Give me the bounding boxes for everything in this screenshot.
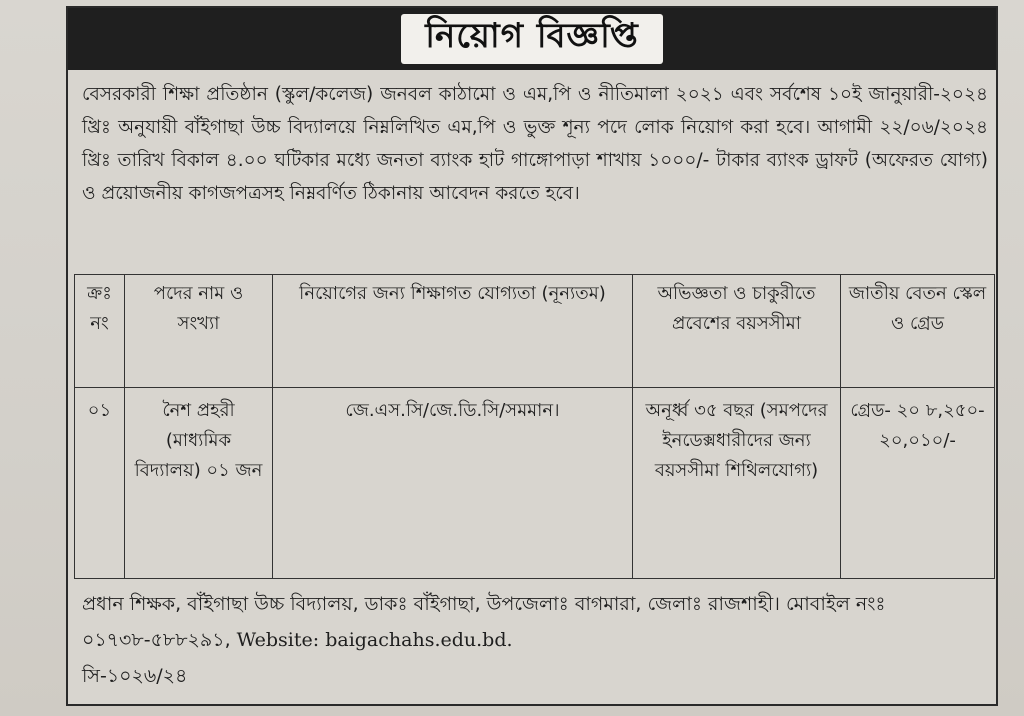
table-row [75, 388, 995, 579]
table-header-row [75, 275, 995, 388]
cell-experience: অনূর্ধ্ব ৩৫ বছর (সমপদের ইনডেক্সধারীদের জন্য বয়সসীমা শিথিলযোগ্য) [633, 388, 841, 579]
notice-title: নিয়োগ বিজ্ঞপ্তি [425, 15, 639, 56]
intro-paragraph: বেসরকারী শিক্ষা প্রতিষ্ঠান (স্কুল/কলেজ) জনবল কাঠামো ও এম,পি ও নীতিমালা ২০২১ এবং সর্বশেষ ১০ই জানুয়ারী-২০২৪ খ্রিঃ অনুযায়ী বাঁইগাছা উচ্চ বিদ্যালয়ে নিম্নলিখিত এম,পি ও ভুক্ত শূন্য পদে লোক নিয়োগ করা হবে। আগামী ২২/০৬/২০২৪ খ্রিঃ তারিখ বিকাল ৪.০০ ঘটিকার মধ্যে জনতা ব্যাংক হাট গাঙ্গোপাড়া শাখায় ১০০০/- টাকার ব্যাংক ড্রাফট (অফেরত যোগ্য) ও প্রয়োজনীয় কাগজপত্রসহ নিম্নবর্ণিত ঠিকানায় আবেদন করতে হবে। [82, 84, 988, 204]
cell-scale: গ্রেড- ২০ ৮,২৫০- ২০,০১০/- [841, 388, 995, 579]
cell-serial: ০১ [75, 388, 125, 579]
cell-qualification: জে.এস.সি/জে.ডি.সি/সমমান। [273, 388, 633, 579]
footer-code: সি-১০২৬/২৪ [82, 665, 188, 687]
title-box [401, 14, 663, 64]
cell-post: নৈশ প্রহরী (মাধ্যমিক বিদ্যালয়) ০১ জন [125, 388, 273, 579]
header-qualification: নিয়োগের জন্য শিক্ষাগত যোগ্যতা (নূন্যতম) [273, 275, 633, 388]
header-scale: জাতীয় বেতন স্কেল ও গ্রেড [841, 275, 995, 388]
header-post: পদের নাম ও সংখ্যা [125, 275, 273, 388]
header-experience: অভিজ্ঞতা ও চাকুরীতে প্রবেশের বয়সসীমা [633, 275, 841, 388]
title-banner [68, 8, 996, 70]
footer-address: প্রধান শিক্ষক, বাঁইগাছা উচ্চ বিদ্যালয়, ডাকঃ বাঁইগাছা, উপজেলাঃ বাগমারা, জেলাঃ রাজশাহী। মোবাইল নংঃ ০১৭৩৮-৫৮৮২৯১, [82, 593, 886, 651]
header-serial: ক্রঃ নং [75, 275, 125, 388]
recruitment-notice [66, 6, 998, 706]
vacancy-table [74, 274, 995, 579]
footer-website: Website: baigachahs.edu.bd. [236, 629, 513, 651]
contact-footer [82, 586, 988, 694]
